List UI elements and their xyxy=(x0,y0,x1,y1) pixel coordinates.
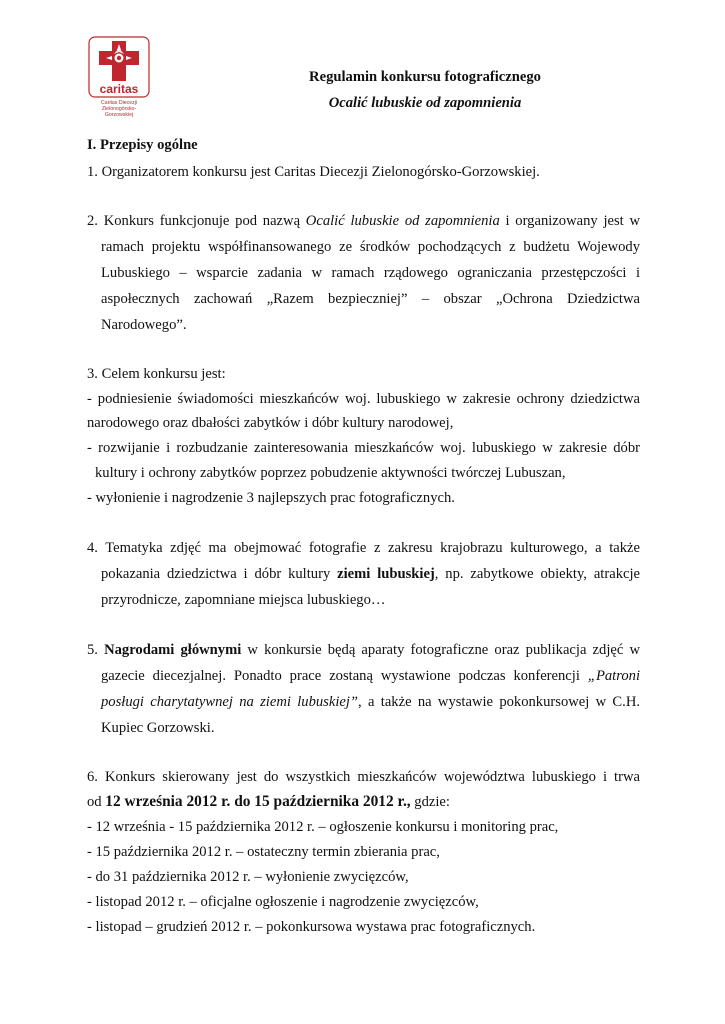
p6-text-c: gdzie: xyxy=(410,794,450,810)
paragraph-4-line-1: 4. Tematyka zdjęć ma obejmować fotografie z zakresu krajobrazu kulturowego, a także xyxy=(87,540,640,556)
p5-italic-conference: „Patroni xyxy=(587,668,640,684)
contest-name: Ocalić lubuskie od zapomnienia xyxy=(305,213,500,229)
section-heading: I. Przepisy ogólne xyxy=(87,137,198,153)
paragraph-5-line-2 xyxy=(101,666,640,686)
schedule-item: - 12 września - 15 października 2012 r. – ogłoszenie konkursu i monitoring prac, xyxy=(87,819,559,835)
p5-text-2a: gazecie diecezjalnej. Ponadto prace zostaną wystawione podczas konferencji xyxy=(101,668,588,684)
paragraph-3-line-1: 3. Celem konkursu jest: xyxy=(87,366,226,382)
p5-text-3b: , a także na wystawie pokonkursowej w C.H. xyxy=(358,694,641,710)
p5-italic-conference-cont: posługi charytatywnej na ziemi lubuskiej” xyxy=(101,694,359,710)
schedule-item: - listopad – grudzień 2012 r. – pokonkursowa wystawa prac fotograficznych. xyxy=(87,919,536,935)
document-header xyxy=(160,64,690,116)
p5-text-a: 5. xyxy=(87,642,105,658)
paragraph-5-line-4: Kupiec Gorzowski. xyxy=(101,720,215,736)
p5-text-c: w konkursie będą aparaty fotograficzne oraz publikacja zdjęć w xyxy=(241,642,641,658)
paragraph-2-line-3: Lubuskiego – wsparcie zadania w ramach rządowego ograniczania przestępczości i xyxy=(101,265,640,281)
paragraph-5-line-3 xyxy=(101,692,640,712)
paragraph-5-line-1 xyxy=(87,640,640,660)
schedule-item: - do 31 października 2012 r. – wyłonienie zwycięzców, xyxy=(87,869,409,885)
p6-bold-dates: 12 września 2012 r. do 15 października 2012 r., xyxy=(105,793,411,810)
paragraph-6-line-1: 6. Konkurs skierowany jest do wszystkich mieszkańców województwa lubuskiego i trwa xyxy=(87,769,640,785)
schedule-item: - listopad 2012 r. – oficjalne ogłoszenie i nagrodzenie zwycięzców, xyxy=(87,894,479,910)
p4-bold-region: ziemi lubuskiej xyxy=(337,566,435,582)
logo-sub-line-2: Zielonogórsko-Gorzowskiej xyxy=(101,106,137,119)
p6-text-a: od xyxy=(87,794,106,810)
p2-text-c: i organizowany jest w xyxy=(499,213,640,229)
paragraph-1: 1. Organizatorem konkursu jest Caritas Diecezji Zielonogórsko-Gorzowskiej. xyxy=(87,164,540,180)
p4-text-a: pokazania dziedzictwa i dóbr kultury xyxy=(101,566,338,582)
paragraph-2-line-1 xyxy=(87,211,640,231)
paragraph-3-line-4: - rozwijanie i rozbudzanie zainteresowania mieszkańców woj. lubuskiego w zakresie dóbr xyxy=(87,440,640,456)
document-title: Regulamin konkursu fotograficznego xyxy=(309,69,541,85)
caritas-logo-icon xyxy=(88,36,150,98)
p2-text-a: 2. Konkurs funkcjonuje pod nazwą xyxy=(87,213,306,229)
logo-sub-line-1: Caritas Diecezji xyxy=(100,100,138,106)
logo-subtitle xyxy=(88,100,150,119)
paragraph-4-line-2 xyxy=(101,564,640,584)
caritas-logo xyxy=(88,36,150,119)
paragraph-3-line-5: kultury i ochrony zabytków poprzez pobudzenie aktywności twórczej Lubuszan, xyxy=(95,465,566,481)
schedule-item: - 15 października 2012 r. – ostateczny termin zbierania prac, xyxy=(87,844,440,860)
p5-bold-prizes: Nagrodami głównymi xyxy=(104,642,242,658)
paragraph-2-line-2: ramach projektu współfinansowanego ze środków pochodzących z budżetu Wojewody xyxy=(101,239,640,255)
logo-wordmark: caritas xyxy=(99,82,139,96)
document-subtitle: Ocalić lubuskie od zapomnienia xyxy=(328,95,522,111)
paragraph-3-line-3: narodowego oraz dbałości zabytków i dóbr kultury narodowej, xyxy=(87,415,454,431)
paragraph-4-line-3: przyrodnicze, zapomniane miejsca lubuskiego… xyxy=(101,592,386,608)
paragraph-6-line-2 xyxy=(87,792,450,812)
paragraph-2-line-5: Narodowego”. xyxy=(101,317,187,333)
paragraph-3-line-6: - wyłonienie i nagrodzenie 3 najlepszych prac fotograficznych. xyxy=(87,490,455,506)
p4-text-c: , np. zabytkowe obiekty, atrakcje xyxy=(434,566,640,582)
paragraph-3-line-2: - podniesienie świadomości mieszkańców woj. lubuskiego w zakresie ochrony dziedzictwa xyxy=(87,391,640,407)
paragraph-2-line-4: aspołecznych zachowań „Razem bezpieczniej” – obszar „Ochrona Dziedzictwa xyxy=(101,291,640,307)
